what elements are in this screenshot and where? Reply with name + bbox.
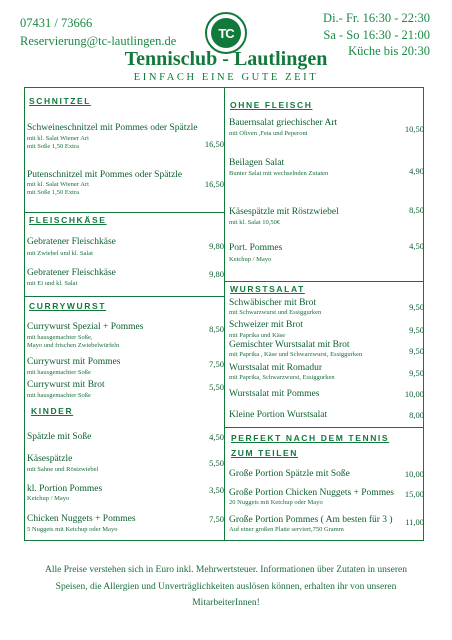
heading-kinder: KINDER bbox=[31, 406, 74, 416]
menu-item-desc: mit Sahne und Röstzwiebel bbox=[27, 466, 99, 473]
menu-item-price: 10,00 bbox=[404, 469, 424, 479]
menu-item-name: Currywurst mit Pommes bbox=[27, 357, 121, 367]
menu-item-name: Gemischter Wurstsalat mit Brot bbox=[229, 340, 350, 350]
menu-item-price: 9,80 bbox=[209, 269, 224, 279]
hours-weekday: Di.- Fr. 16:30 - 22:30 bbox=[323, 11, 430, 25]
menu-item-price: 8,50 bbox=[209, 324, 224, 334]
menu-item-desc: mit kl. Salat 10,50€ bbox=[229, 219, 281, 226]
menu-item-desc: mit Paprika , Käse und Schwarzwurst, Essiggurken bbox=[229, 351, 363, 358]
logo-text: TC bbox=[211, 18, 241, 48]
menu-item-desc: Ketchup / Mayo bbox=[229, 256, 272, 263]
menu-item-desc: mit kl. Salat Wiener Art bbox=[27, 181, 89, 188]
contact-block bbox=[20, 14, 176, 50]
menu-item-desc: mit Paprika und Käse bbox=[229, 332, 286, 339]
menu-item-name: kl. Portion Pommes bbox=[27, 484, 103, 494]
page-subtitle: EINFACH EINE GUTE ZEIT bbox=[133, 72, 319, 83]
menu-item-price: 10,50 bbox=[404, 124, 424, 134]
divider-curry bbox=[24, 296, 224, 297]
menu-item-name: Schweineschnitzel mit Pommes oder Spätzle bbox=[27, 123, 198, 133]
menu-item-price: 16,50 bbox=[204, 139, 224, 149]
email-address: Reservierung@tc-lautlingen.de bbox=[20, 34, 177, 48]
menu-item-name: Wurstsalat mit Pommes bbox=[229, 389, 320, 399]
menu-item-name: Bauernsalat griechischer Art bbox=[229, 118, 338, 128]
column-divider bbox=[224, 87, 225, 541]
menu-item-price: 9,50 bbox=[409, 346, 424, 356]
heading-currywurst: CURRYWURST bbox=[29, 301, 107, 311]
divider-tennis bbox=[224, 427, 424, 428]
notice-line: Speisen, die Allergien und Unverträglichkeiten auslösen können, erhalten ihr von unseren bbox=[55, 581, 397, 592]
menu-item-name: Käsespätzle bbox=[27, 454, 73, 464]
heading-tennis-line2: ZUM TEILEN bbox=[231, 448, 298, 458]
menu-item-name: Käsespätzle mit Röstzwiebel bbox=[229, 207, 339, 217]
menu-item-desc: 20 Nuggets mit Ketchup oder Mayo bbox=[229, 499, 323, 506]
menu-item-price: 4,50 bbox=[209, 432, 224, 442]
menu-item-price: 9,50 bbox=[409, 302, 424, 312]
menu-item-price: 15,00 bbox=[404, 489, 424, 499]
menu-item-name: Currywurst Spezial + Pommes bbox=[27, 322, 144, 332]
phone-number: 07431 / 73666 bbox=[20, 16, 93, 30]
menu-item-price: 5,50 bbox=[209, 458, 224, 468]
menu-item-price: 9,80 bbox=[209, 241, 224, 251]
menu-item-name: Spätzle mit Soße bbox=[27, 432, 92, 442]
menu-item-price: 7,50 bbox=[209, 514, 224, 524]
menu-item-desc: mit Soße 1,50 Extra bbox=[27, 143, 79, 150]
menu-item-desc: mit Soße 1,50 Extra bbox=[27, 189, 79, 196]
menu-item-desc: mit hausgemachter Soße, bbox=[27, 334, 93, 341]
divider-wurstsalat bbox=[224, 281, 424, 282]
menu-item-price: 9,50 bbox=[409, 368, 424, 378]
menu-item-name: Große Portion Pommes ( Am besten für 3 ) bbox=[229, 515, 393, 525]
menu-item-desc: 5 Nuggets mit Ketchup oder Mayo bbox=[27, 526, 118, 533]
menu-item-desc: mit Ei und kl. Salat bbox=[27, 280, 78, 287]
menu-item-name: Beilagen Salat bbox=[229, 158, 285, 168]
menu-item-desc: Auf einer großen Platte serviert,750 Gramm bbox=[229, 526, 344, 533]
menu-item-price: 3,50 bbox=[209, 485, 224, 495]
menu-item-price: 5,50 bbox=[209, 382, 224, 392]
menu-item-price: 8,00 bbox=[409, 410, 424, 420]
menu-item-name: Port. Pommes bbox=[229, 243, 283, 253]
menu-item-name: Schwäbischer mit Brot bbox=[229, 298, 317, 308]
heading-tennis bbox=[231, 431, 389, 461]
menu-item-desc: Bunter Salat mit wechselnden Zutaten bbox=[229, 170, 329, 177]
heading-fleischkaese: FLEISCHKÄSE bbox=[29, 215, 107, 225]
menu-item-price: 4,90 bbox=[409, 166, 424, 176]
menu-item-price: 4,50 bbox=[409, 241, 424, 251]
heading-schnitzel: SCHNITZEL bbox=[29, 96, 92, 106]
divider-fleisch bbox=[24, 212, 224, 213]
notice-line: MitarbeiterInnen! bbox=[192, 598, 260, 608]
menu-item-price: 10,00 bbox=[404, 389, 424, 399]
menu-item-name: Große Portion Spätzle mit Soße bbox=[229, 469, 350, 479]
menu-item-price: 9,50 bbox=[409, 325, 424, 335]
kitchen-hours: Küche bis 20:30 bbox=[348, 44, 430, 58]
allergen-notice bbox=[30, 562, 422, 612]
menu-item-name: Chicken Nuggets + Pommes bbox=[27, 514, 136, 524]
menu-item-name: Currywurst mit Brot bbox=[27, 380, 105, 390]
heading-tennis-line1: PERFEKT NACH DEM TENNIS bbox=[231, 433, 390, 443]
menu-item-price: 8,50 bbox=[409, 205, 424, 215]
menu-item-price: 11,00 bbox=[405, 517, 424, 527]
menu-item-name: Schweizer mit Brot bbox=[229, 320, 303, 330]
page-title: Tennisclub - Lautlingen bbox=[124, 48, 328, 70]
menu-item-desc: Mayo und frischen Zwiebelwürfeln bbox=[27, 342, 120, 349]
menu-item-desc: mit Paprika, Schwarzwurst, Essiggurken bbox=[229, 374, 335, 381]
notice-line: Alle Preise verstehen sich in Euro inkl. Mehrwertsteuer. Informationen über Zutaten in unseren bbox=[45, 565, 407, 575]
menu-item-desc: mit kl. Salat Wiener Art bbox=[27, 135, 89, 142]
menu-item-price: 16,50 bbox=[204, 179, 224, 189]
heading-ohne-fleisch: OHNE FLEISCH bbox=[230, 100, 313, 110]
menu-item-name: Wurstsalat mit Romadur bbox=[229, 363, 323, 373]
menu-item-desc: mit Zwiebel und kl. Salat bbox=[27, 250, 93, 257]
menu-item-name: Kleine Portion Wurstsalat bbox=[229, 410, 328, 420]
menu-item-desc: mit hausgemachter Soße bbox=[27, 369, 91, 376]
menu-item-price: 7,50 bbox=[209, 359, 224, 369]
heading-wurstsalat: WURSTSALAT bbox=[230, 284, 305, 294]
menu-item-desc: mit Oliven ,Feta und Peperoni bbox=[229, 130, 308, 137]
menu-item-name: Gebratener Fleischkäse bbox=[27, 237, 116, 247]
menu-item-desc: mit hausgemachter Soße bbox=[27, 392, 91, 399]
menu-item-name: Gebratener Fleischkäse bbox=[27, 268, 116, 278]
menu-item-name: Große Portion Chicken Nuggets + Pommes bbox=[229, 488, 394, 498]
menu-item-desc: Ketchup / Mayo bbox=[27, 495, 70, 502]
menu-item-desc: mit Schwarzwurst und Essiggurken bbox=[229, 309, 322, 316]
menu-item-name: Putenschnitzel mit Pommes oder Spätzle bbox=[27, 170, 183, 180]
hours-weekend: Sa - So 16:30 - 21:00 bbox=[323, 27, 430, 42]
